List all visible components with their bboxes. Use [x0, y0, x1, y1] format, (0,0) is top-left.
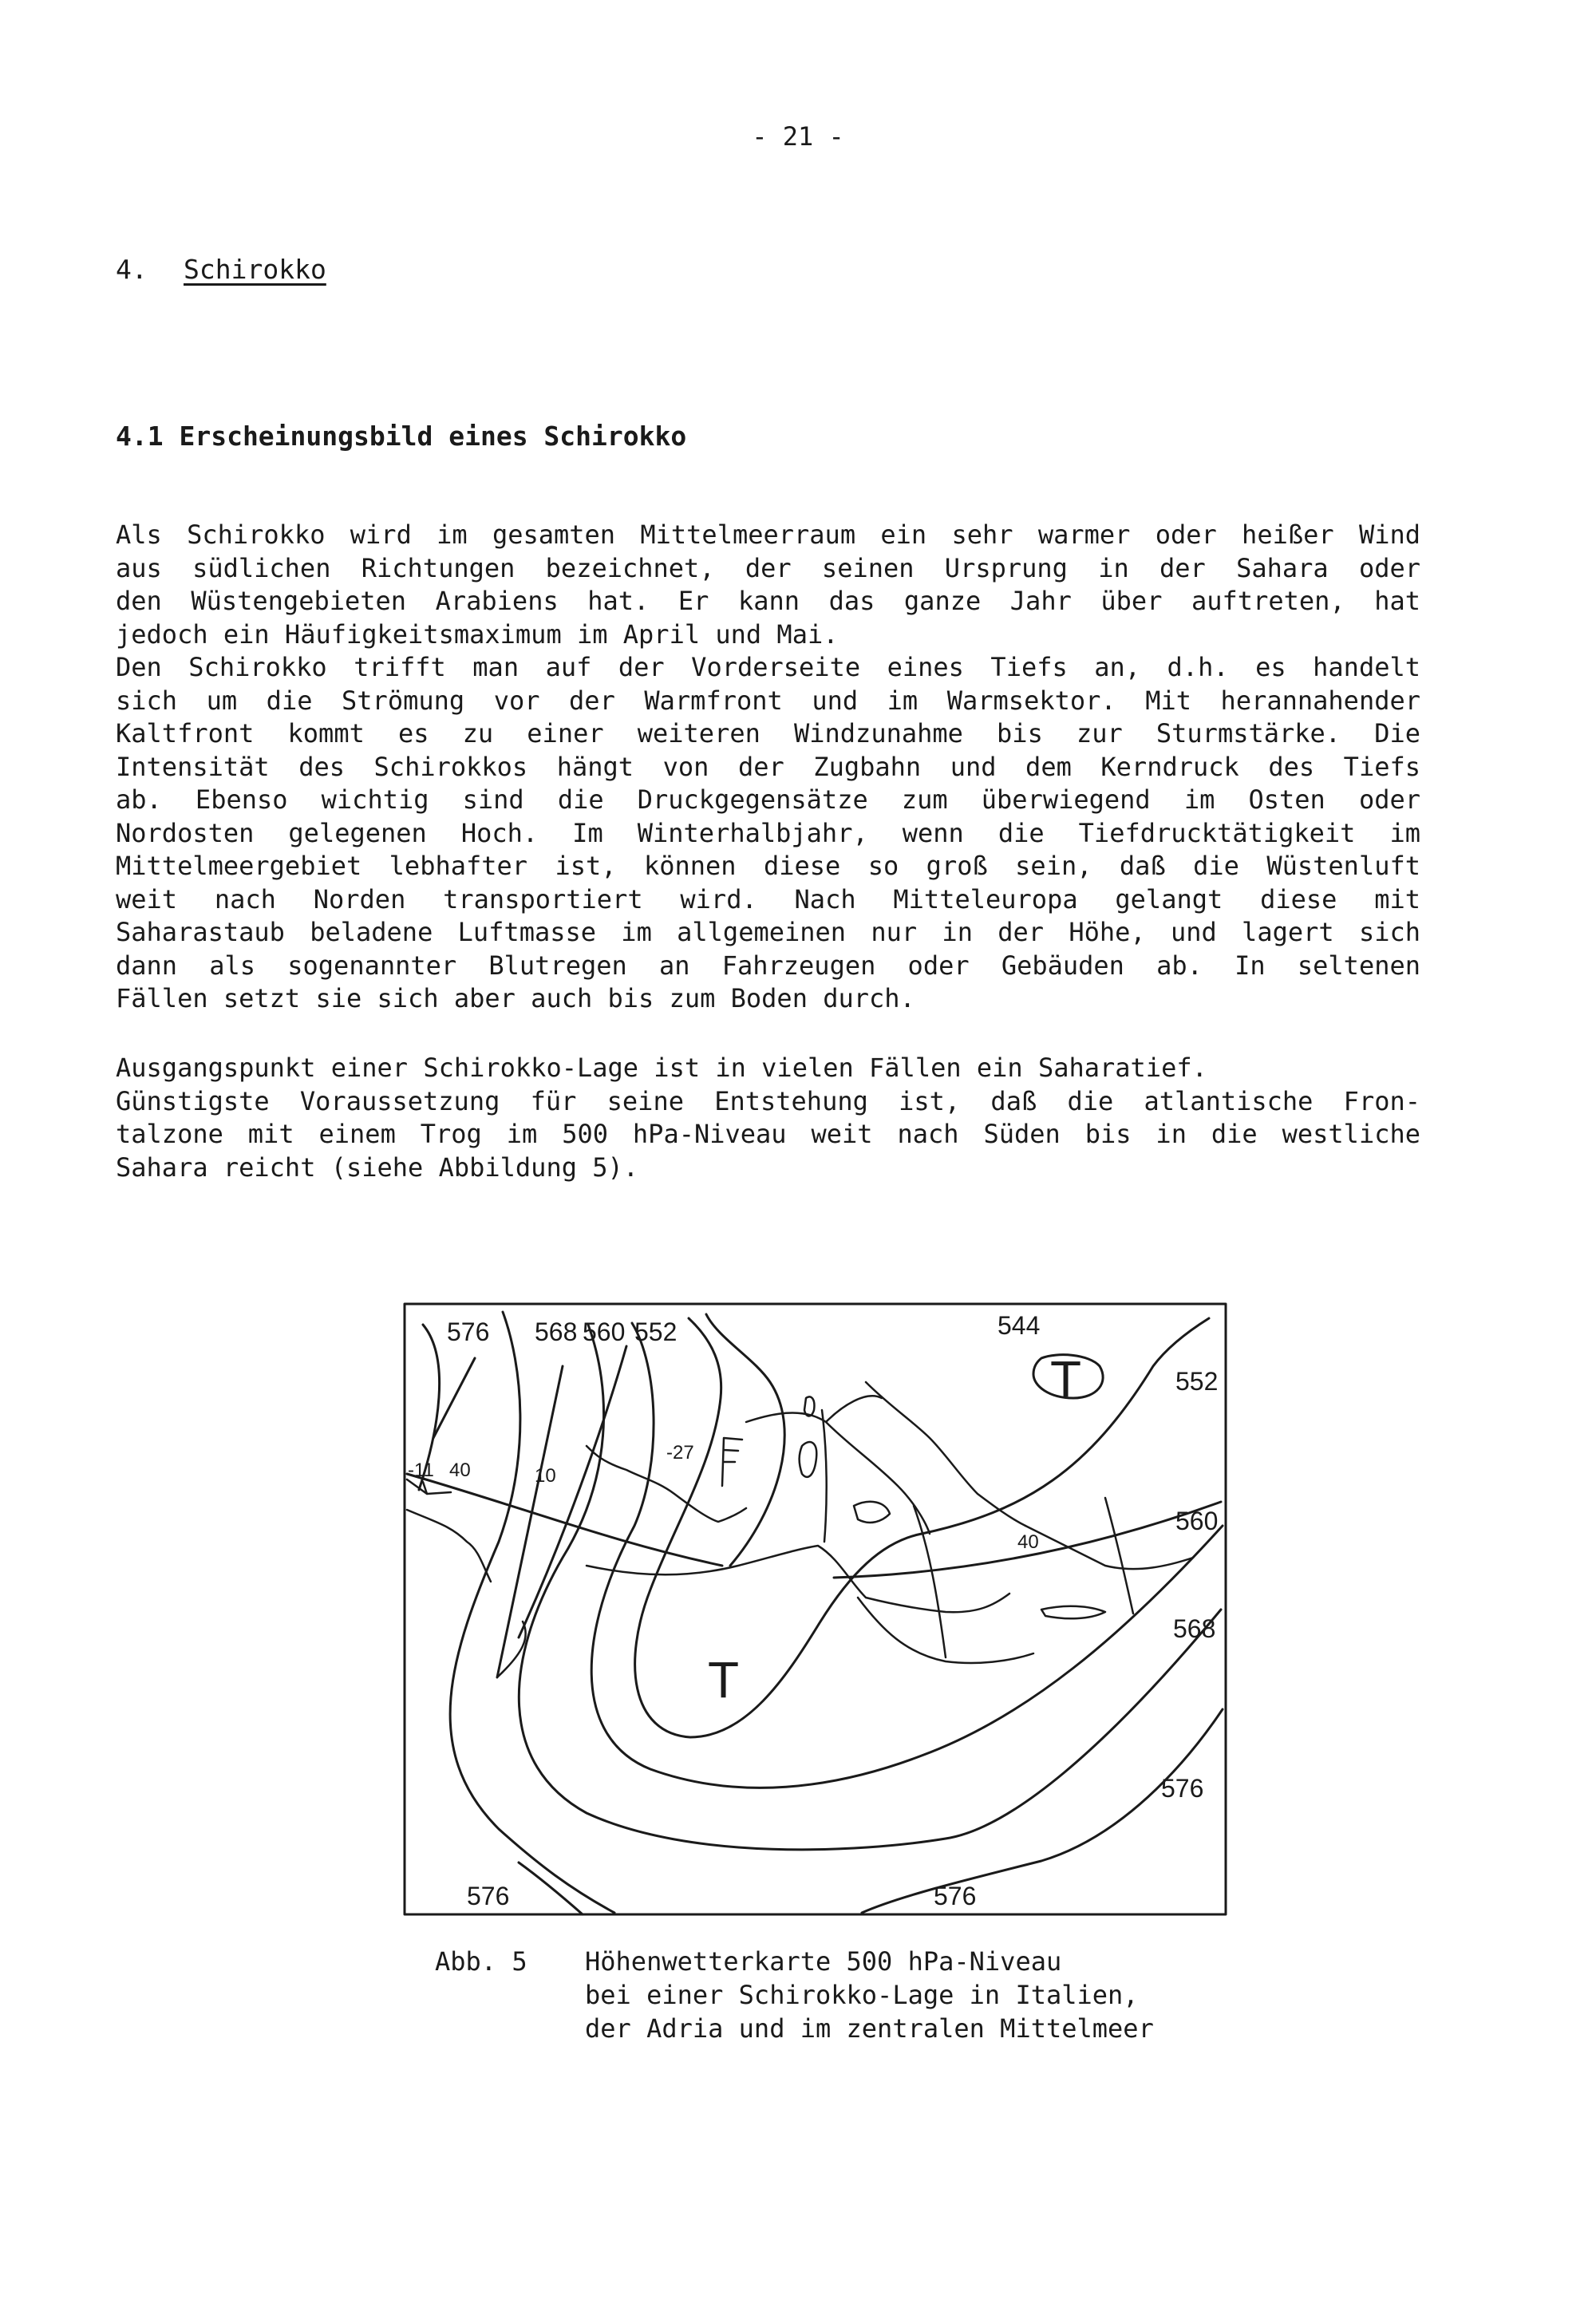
border-line-3	[1105, 1498, 1133, 1614]
station-wind-west: 40	[449, 1460, 471, 1481]
text-line: Als Schirokko wird im gesamten Mittelmeerraum ein sehr warmer oder heißer Wind	[116, 519, 1420, 550]
contour-label-544: 544	[998, 1311, 1041, 1340]
chapter-heading	[116, 254, 326, 285]
low-center-south: T	[708, 1651, 740, 1708]
text-line: aus südlichen Richtungen bezeichnet, der seinen Ursprung in der Sahara oder	[116, 552, 1420, 583]
contour-line-568	[519, 1325, 1221, 1850]
text-line: Günstigste Voraussetzung für seine Entstehung ist, daß die atlantische Fron-	[116, 1085, 1420, 1116]
page-number: - 21 -	[752, 121, 844, 152]
coastline-east	[1025, 1526, 1193, 1569]
text-line: Den Schirokko trifft man auf der Vorderseite eines Tiefs an, d.h. es handelt	[116, 652, 1420, 682]
text-line: weit nach Norden transportiert wird. Nach Mitteleuropa gelangt diese mit	[116, 883, 1420, 914]
caption-text	[585, 1945, 1154, 2045]
contour-label-576-bottom-mid: 576	[934, 1882, 977, 1910]
station-wind-west-2: 10	[535, 1465, 556, 1487]
chapter-title: Schirokko	[184, 254, 326, 285]
text-line: sich um die Strömung vor der Warmfront und im Warmsektor. Mit herannahender	[116, 685, 1420, 716]
contour-label-560-right: 560	[1175, 1507, 1219, 1535]
contour-label-576-bottom-left: 576	[467, 1882, 510, 1910]
contour-label-568-right: 568	[1173, 1614, 1216, 1643]
station-wind-east: 40	[1017, 1531, 1039, 1553]
section-heading: 4.1 Erscheinungsbild eines Schirokko	[116, 421, 687, 452]
reference-line-1	[407, 1474, 722, 1566]
contour-label-552-right: 552	[1175, 1367, 1219, 1396]
contour-label-576: 576	[447, 1317, 490, 1346]
wind-barb-mid	[722, 1438, 742, 1486]
island-corsica	[804, 1396, 814, 1416]
contour-label-560: 560	[583, 1317, 626, 1346]
trough-line-2	[519, 1346, 626, 1637]
island-crete	[1041, 1606, 1105, 1619]
caption-line: bei einer Schirokko-Lage in Italien,	[585, 1980, 1139, 2010]
weather-map-figure	[403, 1302, 1227, 1916]
contour-line-560	[591, 1323, 1223, 1787]
low-center-north: T	[1050, 1350, 1082, 1408]
text-line: Kaltfront kommt es zu einer weiteren Windzunahme bis zur Sturmstärke. Die	[116, 718, 1420, 749]
text-line: den Wüstengebieten Arabiens hat. Er kann das ganze Jahr über auftreten, hat	[116, 586, 1420, 616]
caption-label: Abb. 5	[435, 1946, 527, 1977]
border-line-1	[822, 1410, 827, 1542]
island-sardinia	[800, 1442, 817, 1477]
text-line: Intensität des Schirokkos hängt von der Zugbahn und dem Kerndruck des Tiefs	[116, 751, 1420, 782]
wind-barb-west	[407, 1479, 451, 1494]
body-paragraph-2	[116, 1052, 1420, 1184]
station-temp-west: -11	[408, 1460, 434, 1481]
contour-label-552: 552	[634, 1317, 678, 1346]
contour-label-568: 568	[535, 1317, 578, 1346]
text-line: Fällen setzt sie sich aber auch bis zum Boden durch.	[116, 983, 915, 1013]
text-line: talzone mit einem Trog im 500 hPa-Niveau weit nach Süden bis in die westliche	[116, 1119, 1420, 1149]
body-paragraph-1	[116, 519, 1420, 1016]
text-line: Nordosten gelegenen Hoch. Im Winterhalbjahr, wenn die Tiefdrucktätigkeit im	[116, 817, 1420, 848]
contour-label-576-right: 576	[1161, 1774, 1204, 1803]
text-line: Ausgangspunkt einer Schirokko-Lage ist in vielen Fällen ein Saharatief.	[116, 1053, 1207, 1083]
coastline-balkans	[866, 1382, 1025, 1526]
text-line: dann als sogenannter Blutregen an Fahrzeugen oder Gebäuden ab. In seltenen	[116, 950, 1420, 981]
caption-line: Höhenwetterkarte 500 hPa-Niveau	[585, 1946, 1062, 1977]
caption-line: der Adria und im zentralen Mittelmeer	[585, 2013, 1154, 2044]
text-line: Saharastaub beladene Luftmasse im allgemeinen nur in der Höhe, und lagert sich	[116, 917, 1420, 947]
weather-map	[403, 1302, 1227, 1916]
text-line: jedoch ein Häufigkeitsmaximum im April und Mai.	[116, 618, 839, 650]
chapter-number: 4.	[116, 254, 148, 285]
station-temp-mid: -27	[666, 1442, 694, 1464]
text-line: Sahara reicht (siehe Abbildung 5).	[116, 1152, 639, 1183]
coastline-italy	[746, 1396, 930, 1534]
island-sicily	[854, 1502, 890, 1523]
text-line: ab. Ebenso wichtig sind die Druckgegensätze zum überwiegend im Osten oder	[116, 784, 1420, 815]
map-frame	[405, 1304, 1226, 1914]
coastline-iberia	[407, 1510, 526, 1677]
contour-line-576	[450, 1312, 614, 1913]
text-line: Mittelmeergebiet lebhafter ist, können diese so groß sein, daß die Wüstenluft	[116, 851, 1420, 881]
contour-line-576-south	[862, 1709, 1223, 1913]
contour-line-544	[706, 1314, 784, 1566]
coastline-north-africa	[587, 1546, 1009, 1612]
